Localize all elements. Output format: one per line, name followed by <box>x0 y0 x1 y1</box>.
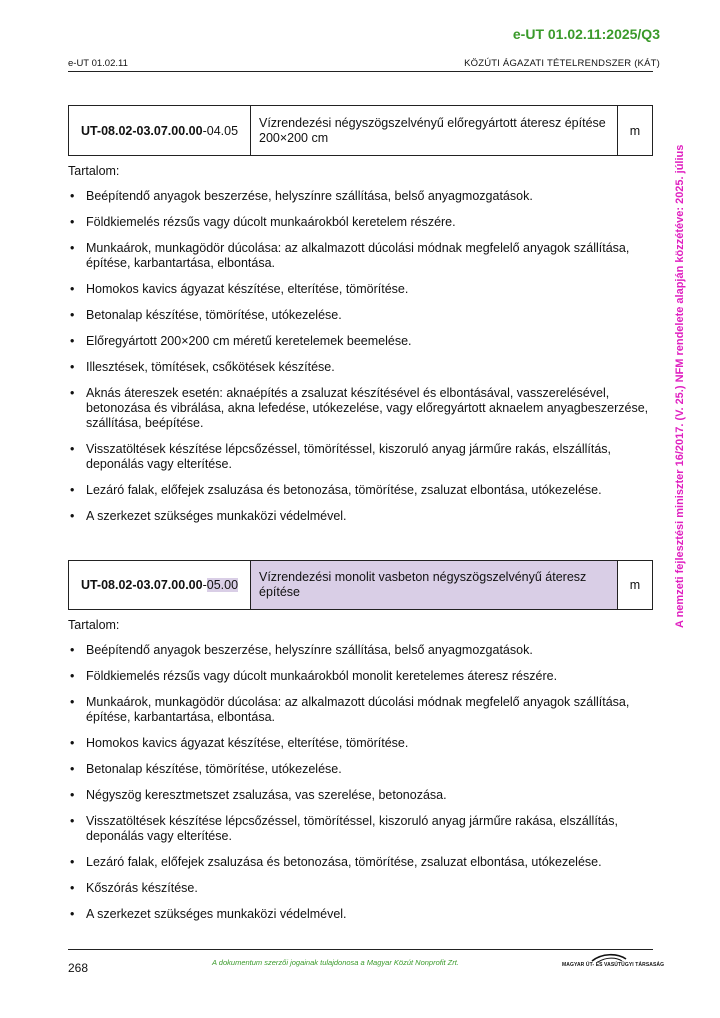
content-title: Tartalom: <box>68 618 120 632</box>
header-right: KÖZÚTI ÁGAZATI TÉTELRENDSZER (KÁT) <box>464 58 660 69</box>
item-unit: m <box>629 578 641 592</box>
item-table <box>68 560 653 610</box>
item-table <box>68 105 653 156</box>
list-item: • A szerkezet szükséges munkaközi védelmével. <box>68 907 658 922</box>
list-item: • Munkaárok, munkagödör dúcolása: az alkalmazott dúcolási módnak megfelelő anyagok szállítása, építése, karbantartása, elbontása. <box>68 241 658 271</box>
list-item: • Kőszórás készítése. <box>68 881 658 896</box>
item-code: UT-08.02-03.07.00.00 <box>80 123 203 138</box>
item-description: Vízrendezési négyszögszelvényű előregyártott áteresz építése 200×200 cm <box>251 106 618 155</box>
list-item: • Lezáró falak, előfejek zsaluzása és betonozása, tömörítése, zsaluzat elbontása, utókezelése. <box>68 855 658 870</box>
header-rule <box>68 71 653 72</box>
list-item: • Beépítendő anyagok beszerzése, helyszínre szállítása, belső anyagmozgatások. <box>68 189 658 204</box>
list-item: • Homokos kavics ágyazat készítése, elterítése, tömörítése. <box>68 736 658 751</box>
list-item: • Munkaárok, munkagödör dúcolása: az alkalmazott dúcolási módnak megfelelő anyagok szállítása, építése, karbantartása, elbontása. <box>68 695 658 725</box>
doc-code: e-UT 01.02.11:2025/Q3 <box>512 26 660 42</box>
item-code-suffix: -04.05 <box>202 123 239 138</box>
list-item: • Földkiemelés rézsűs vagy dúcolt munkaárokból monolit keretelemes áteresz részére. <box>68 669 658 684</box>
item-code-cell <box>69 106 251 155</box>
list-item: • Betonalap készítése, tömörítése, utókezelése. <box>68 762 658 777</box>
content-list <box>68 189 658 535</box>
list-item: • Előregyártott 200×200 cm méretű keretelemek beemelése. <box>68 334 658 349</box>
content-title: Tartalom: <box>68 164 120 178</box>
list-item: • Illesztések, tömítések, csőkötések készítése. <box>68 360 658 375</box>
list-item: • Földkiemelés rézsűs vagy dúcolt munkaárokból keretelem részére. <box>68 215 658 230</box>
list-item: • Négyszög keresztmetszet zsaluzása, vas szerelése, betonozása. <box>68 788 658 803</box>
list-item: • Homokos kavics ágyazat készítése, elterítése, tömörítése. <box>68 282 658 297</box>
item-code-suffix: 05.00 <box>206 578 239 592</box>
list-item: • Aknás átereszek esetén: aknaépítés a zsaluzat készítésével és elbontásával, vasszerelésével, betonozása és vibrálása, akna lefedése, utókezelése, vagy előregyártott aknaelem anyagbeszerzése, szállítása, beépítése. <box>68 386 658 431</box>
page-number: 268 <box>68 961 89 975</box>
item-code: UT-08.02-03.07.00.00 <box>80 578 203 592</box>
item-description: Vízrendezési monolit vasbeton négyszögszelvényű áteresz építése <box>251 561 618 609</box>
footer-rule <box>68 949 653 950</box>
item-code-separator: - <box>202 578 207 592</box>
copyright-notice: A dokumentum szerzői jogainak tulajdonosa a Magyar Közút Nonprofit Zrt. <box>212 958 459 967</box>
list-item: • Visszatöltések készítése lépcsőzéssel, tömörítéssel, kiszoruló anyag járműre rakás, elszállítás, deponálás vagy elterítése. <box>68 442 658 472</box>
item-code-cell <box>69 561 251 609</box>
content-list <box>68 643 658 933</box>
list-item: • Visszatöltések készítése lépcsőzéssel, tömörítéssel, kiszoruló anyag járműre rakása, elszállítás, deponálás vagy elterítése. <box>68 814 658 844</box>
list-item: • A szerkezet szükséges munkaközi védelmével. <box>68 509 658 524</box>
item-unit: m <box>629 123 641 138</box>
header-left: e-UT 01.02.11 <box>68 58 128 69</box>
side-note: A nemzeti fejlesztési miniszter 16/2017. (V. 25.) NFM rendelete alapján közzétéve: 2025. július <box>674 144 686 628</box>
logo-text: MAGYAR ÚT- ÉS VASÚTÜGYI TÁRSASÁG <box>562 962 665 968</box>
list-item: • Lezáró falak, előfejek zsaluzása és betonozása, tömörítése, zsaluzat elbontása, utókezelése. <box>68 483 658 498</box>
list-item: • Betonalap készítése, tömörítése, utókezelése. <box>68 308 658 323</box>
list-item: • Beépítendő anyagok beszerzése, helyszínre szállítása, belső anyagmozgatások. <box>68 643 658 658</box>
